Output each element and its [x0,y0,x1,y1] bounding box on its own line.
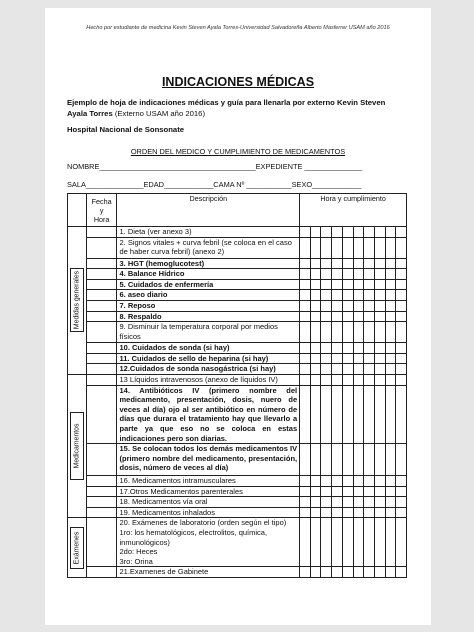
cumplimiento-cell[interactable] [310,300,321,311]
cumplimiento-cell[interactable] [342,353,353,364]
cumplimiento-cell[interactable] [342,364,353,375]
indication-description: 1. Dieta (ver anexo 3) [117,227,300,238]
fecha-cell[interactable] [86,343,117,354]
cumplimiento-cell[interactable] [364,279,375,290]
fecha-cell[interactable] [86,476,117,487]
col-descripcion-header: Descripción [117,194,300,227]
cumplimiento-cell[interactable] [342,343,353,354]
cumplimiento-cell[interactable] [342,290,353,301]
indication-description: 11. Cuidados de sello de heparina (si hay) [117,353,300,364]
fecha-cell[interactable] [86,258,117,269]
cumplimiento-cell[interactable] [353,353,364,364]
cumplimiento-cell[interactable] [374,486,385,497]
intro-paragraph [67,97,403,119]
cumplimiento-cell[interactable] [353,269,364,280]
fecha-cell[interactable] [86,486,117,497]
cumplimiento-cell[interactable] [374,258,385,269]
cumplimiento-cell[interactable] [300,497,311,508]
cumplimiento-cell[interactable] [364,486,375,497]
cumplimiento-cell[interactable] [321,322,332,343]
cumplimiento-cell[interactable] [353,322,364,343]
cumplimiento-cell[interactable] [396,507,407,518]
cumplimiento-cell[interactable] [342,322,353,343]
cumplimiento-cell[interactable] [353,343,364,354]
cumplimiento-cell[interactable] [353,364,364,375]
cumplimiento-cell[interactable] [332,279,343,290]
cumplimiento-cell[interactable] [385,567,396,578]
cumplimiento-cell[interactable] [396,364,407,375]
cumplimiento-cell[interactable] [396,269,407,280]
cumplimiento-cell[interactable] [364,374,375,385]
indication-description: 15. Se colocan todos los demás medicamentos IV (primero nombre del medicamento, presentación, dosis, número de veces al día) [117,444,300,476]
cumplimiento-cell[interactable] [332,269,343,280]
cumplimiento-cell[interactable] [385,311,396,322]
cumplimiento-cell[interactable] [364,364,375,375]
cumplimiento-cell[interactable] [321,258,332,269]
cumplimiento-cell[interactable] [396,486,407,497]
intro-normal-text: (Externo USAM año 2016) [112,109,206,118]
cumplimiento-cell[interactable] [385,476,396,487]
cumplimiento-cell[interactable] [310,444,321,476]
cumplimiento-cell[interactable] [310,476,321,487]
cumplimiento-cell[interactable] [385,237,396,258]
cumplimiento-cell[interactable] [364,227,375,238]
cumplimiento-cell[interactable] [374,364,385,375]
indication-description: 8. Respaldo [117,311,300,322]
cumplimiento-cell[interactable] [310,227,321,238]
cumplimiento-cell[interactable] [385,364,396,375]
cumplimiento-cell[interactable] [300,486,311,497]
header-note: Hecho por estudiante de medicina Kevin Steven Ayala Torres-Universidad Salvadoreña Alberto Masferrer USAM año 2016 [86,25,390,31]
cumplimiento-cell[interactable] [300,258,311,269]
table-row [68,364,407,375]
cumplimiento-cell[interactable] [364,311,375,322]
cumplimiento-cell[interactable] [353,385,364,444]
table-row [68,518,407,567]
fecha-cell[interactable] [86,353,117,364]
cumplimiento-cell[interactable] [300,343,311,354]
fecha-cell[interactable] [86,374,117,385]
cumplimiento-cell[interactable] [300,353,311,364]
indication-description: 12.Cuidados de sonda nasogástrica (si hay) [117,364,300,375]
cumplimiento-cell[interactable] [300,518,311,567]
indication-description: 4. Balance Hídrico [117,269,300,280]
fecha-cell[interactable] [86,279,117,290]
section-label-box [70,268,84,332]
table-row [68,237,407,258]
cumplimiento-cell[interactable] [300,374,311,385]
table-row [68,486,407,497]
cumplimiento-cell[interactable] [342,385,353,444]
cumplimiento-cell[interactable] [342,497,353,508]
cumplimiento-cell[interactable] [321,227,332,238]
section-subtitle: ORDEN DEL MEDICO Y CUMPLIMIENTO DE MEDICAMENTOS [130,147,346,156]
cumplimiento-cell[interactable] [321,279,332,290]
indication-description: 17.Otros Medicamentos parenterales [117,486,300,497]
cumplimiento-cell[interactable] [300,300,311,311]
cumplimiento-cell[interactable] [385,385,396,444]
table-row [68,258,407,269]
cumplimiento-cell[interactable] [332,237,343,258]
table-row [68,311,407,322]
cumplimiento-cell[interactable] [342,300,353,311]
field-sala-edad-cama-sexo: SALA______________EDAD____________CAMA Nº ___________SEXO____________ [67,180,362,189]
cumplimiento-cell[interactable] [364,237,375,258]
cumplimiento-cell[interactable] [310,385,321,444]
table-row [68,497,407,508]
cumplimiento-cell[interactable] [374,227,385,238]
cumplimiento-cell[interactable] [353,486,364,497]
cumplimiento-cell[interactable] [374,353,385,364]
cumplimiento-cell[interactable] [300,269,311,280]
cumplimiento-cell[interactable] [374,507,385,518]
document-title: INDICACIONES MÉDICAS [161,75,315,89]
cumplimiento-cell[interactable] [385,258,396,269]
cumplimiento-cell[interactable] [364,567,375,578]
cumplimiento-cell[interactable] [310,486,321,497]
table-row [68,269,407,280]
cumplimiento-cell[interactable] [342,444,353,476]
cumplimiento-cell[interactable] [396,290,407,301]
cumplimiento-cell[interactable] [332,322,343,343]
cumplimiento-cell[interactable] [374,518,385,567]
table-row [68,300,407,311]
cumplimiento-cell[interactable] [353,507,364,518]
cumplimiento-cell[interactable] [385,279,396,290]
cumplimiento-cell[interactable] [353,476,364,487]
cumplimiento-cell[interactable] [332,374,343,385]
cumplimiento-cell[interactable] [332,227,343,238]
cumplimiento-cell[interactable] [364,476,375,487]
fecha-cell[interactable] [86,290,117,301]
cumplimiento-cell[interactable] [374,237,385,258]
indication-description: 3. HGT (hemoglucotest) [117,258,300,269]
cumplimiento-cell[interactable] [332,476,343,487]
cumplimiento-cell[interactable] [310,518,321,567]
indications-table [67,193,407,578]
fecha-cell[interactable] [86,269,117,280]
cumplimiento-cell[interactable] [364,507,375,518]
cumplimiento-cell[interactable] [332,444,343,476]
cumplimiento-cell[interactable] [385,300,396,311]
cumplimiento-cell[interactable] [385,486,396,497]
section-label-medicamentos: Medicamentos [73,423,81,469]
cumplimiento-cell[interactable] [332,290,343,301]
cumplimiento-cell[interactable] [385,518,396,567]
cumplimiento-cell[interactable] [353,290,364,301]
cumplimiento-cell[interactable] [300,227,311,238]
cumplimiento-cell[interactable] [396,385,407,444]
cumplimiento-cell[interactable] [374,497,385,508]
cumplimiento-cell[interactable] [310,353,321,364]
indication-description: 18. Medicamentos vía oral [117,497,300,508]
cumplimiento-cell[interactable] [374,385,385,444]
cumplimiento-cell[interactable] [332,497,343,508]
cumplimiento-cell[interactable] [396,353,407,364]
fecha-cell[interactable] [86,518,117,567]
cumplimiento-cell[interactable] [342,486,353,497]
cumplimiento-cell[interactable] [374,567,385,578]
cumplimiento-cell[interactable] [364,322,375,343]
cumplimiento-cell[interactable] [396,237,407,258]
indication-description: 14. Antibióticos IV (primero nombre del medicamento, presentación, dosis, nuero de veces al día) ojo al ser antibiótico en número de días que durara el tratamiento hay que llevarlo a parte ya que eso no se coloca en estas indicaciones pero son diarias. [117,385,300,444]
cumplimiento-cell[interactable] [332,258,343,269]
cumplimiento-cell[interactable] [310,343,321,354]
indication-description: 21.Examenes de Gabinete [117,567,300,578]
table-row [68,353,407,364]
hospital-name: Hospital Nacional de Sonsonate [67,125,185,134]
cumplimiento-cell[interactable] [396,258,407,269]
cumplimiento-cell[interactable] [321,507,332,518]
cumplimiento-cell[interactable] [342,227,353,238]
table-row [68,444,407,476]
cumplimiento-cell[interactable] [310,507,321,518]
cumplimiento-cell[interactable] [321,353,332,364]
cumplimiento-cell[interactable] [310,279,321,290]
cumplimiento-cell[interactable] [374,343,385,354]
cumplimiento-cell[interactable] [310,497,321,508]
fecha-cell[interactable] [86,364,117,375]
cumplimiento-cell[interactable] [396,322,407,343]
table-row [68,322,407,343]
cumplimiento-cell[interactable] [364,497,375,508]
cumplimiento-cell[interactable] [321,444,332,476]
fecha-cell[interactable] [86,300,117,311]
cumplimiento-cell[interactable] [364,290,375,301]
cumplimiento-cell[interactable] [364,353,375,364]
cumplimiento-cell[interactable] [310,290,321,301]
table-row [68,374,407,385]
section-label-box [70,412,84,480]
cumplimiento-cell[interactable] [385,290,396,301]
cumplimiento-cell[interactable] [353,279,364,290]
cumplimiento-cell[interactable] [374,444,385,476]
cumplimiento-cell[interactable] [374,279,385,290]
cumplimiento-cell[interactable] [310,269,321,280]
cumplimiento-cell[interactable] [310,311,321,322]
cumplimiento-cell[interactable] [364,269,375,280]
cumplimiento-cell[interactable] [321,269,332,280]
cumplimiento-cell[interactable] [396,518,407,567]
cumplimiento-cell[interactable] [321,374,332,385]
cumplimiento-cell[interactable] [300,237,311,258]
cumplimiento-cell[interactable] [321,476,332,487]
cumplimiento-cell[interactable] [396,567,407,578]
cumplimiento-cell[interactable] [342,311,353,322]
cumplimiento-cell[interactable] [300,444,311,476]
indication-description: 10. Cuidados de sonda (si hay) [117,343,300,354]
cumplimiento-cell[interactable] [396,497,407,508]
indication-description: 2. Signos vitales + curva febril (se coloca en el caso de haber curva febril) (anexo 2) [117,237,300,258]
cumplimiento-cell[interactable] [321,343,332,354]
cumplimiento-cell[interactable] [310,237,321,258]
indication-description: 6. aseo diario [117,290,300,301]
cumplimiento-cell[interactable] [385,343,396,354]
cumplimiento-cell[interactable] [364,300,375,311]
cumplimiento-cell[interactable] [364,385,375,444]
cumplimiento-cell[interactable] [374,269,385,280]
field-nombre-expediente: NOMBRE______________________________________EXPEDIENTE ______________ [67,162,363,171]
cumplimiento-cell[interactable] [332,300,343,311]
cumplimiento-cell[interactable] [300,364,311,375]
cumplimiento-cell[interactable] [321,486,332,497]
indication-description: 7. Reposo [117,300,300,311]
section-generales-cell [68,227,87,375]
cumplimiento-cell[interactable] [374,311,385,322]
cumplimiento-cell[interactable] [396,311,407,322]
table-row [68,279,407,290]
cumplimiento-cell[interactable] [396,300,407,311]
cumplimiento-cell[interactable] [321,364,332,375]
cumplimiento-cell[interactable] [300,311,311,322]
table-row [68,567,407,578]
fecha-cell[interactable] [86,444,117,476]
cumplimiento-cell[interactable] [321,518,332,567]
cumplimiento-cell[interactable] [374,322,385,343]
cumplimiento-cell[interactable] [300,385,311,444]
indication-description: 13 Líquidos intravenosos (anexo de líquidos IV) [117,374,300,385]
table-header-row [68,194,407,227]
cumplimiento-cell[interactable] [332,486,343,497]
cumplimiento-cell[interactable] [374,300,385,311]
fecha-cell[interactable] [86,507,117,518]
cumplimiento-cell[interactable] [353,300,364,311]
cumplimiento-cell[interactable] [332,518,343,567]
cumplimiento-cell[interactable] [342,258,353,269]
cumplimiento-cell[interactable] [385,444,396,476]
cumplimiento-cell[interactable] [332,364,343,375]
fecha-cell[interactable] [86,385,117,444]
cumplimiento-cell[interactable] [364,258,375,269]
indication-description: 16. Medicamentos intramusculares [117,476,300,487]
cumplimiento-cell[interactable] [310,258,321,269]
section-label-box [70,527,84,569]
cumplimiento-cell[interactable] [321,497,332,508]
cumplimiento-cell[interactable] [300,567,311,578]
cumplimiento-cell[interactable] [396,444,407,476]
cumplimiento-cell[interactable] [385,497,396,508]
table-row [68,290,407,301]
fecha-cell[interactable] [86,311,117,322]
cumplimiento-cell[interactable] [310,567,321,578]
table-row [68,385,407,444]
table-row [68,476,407,487]
cumplimiento-cell[interactable] [342,269,353,280]
cumplimiento-cell[interactable] [332,353,343,364]
cumplimiento-cell[interactable] [364,343,375,354]
cumplimiento-cell[interactable] [353,374,364,385]
cumplimiento-cell[interactable] [310,322,321,343]
cumplimiento-cell[interactable] [396,227,407,238]
cumplimiento-cell[interactable] [332,567,343,578]
cumplimiento-cell[interactable] [353,227,364,238]
table-row [68,227,407,238]
section-label-examenes: Exámenes [73,531,81,565]
cumplimiento-cell[interactable] [385,269,396,280]
cumplimiento-cell[interactable] [300,507,311,518]
cumplimiento-cell[interactable] [332,343,343,354]
cumplimiento-cell[interactable] [385,227,396,238]
cumplimiento-cell[interactable] [353,444,364,476]
cumplimiento-cell[interactable] [321,385,332,444]
cumplimiento-cell[interactable] [332,385,343,444]
intro-bold-text: Ejemplo de hoja de indicaciones médicas y guía para llenarla por externo Kevin Steven Ayala Torres [67,98,386,118]
cumplimiento-cell[interactable] [300,279,311,290]
cumplimiento-cell[interactable] [353,497,364,508]
fecha-cell[interactable] [86,497,117,508]
cumplimiento-cell[interactable] [300,290,311,301]
cumplimiento-cell[interactable] [385,374,396,385]
cumplimiento-cell[interactable] [353,258,364,269]
col-fecha-hora-header: Fecha y Hora [86,194,117,227]
cumplimiento-cell[interactable] [342,476,353,487]
cumplimiento-cell[interactable] [342,567,353,578]
indication-description: 19. Medicamentos inhalados [117,507,300,518]
fecha-cell[interactable] [86,567,117,578]
cumplimiento-cell[interactable] [310,364,321,375]
cumplimiento-cell[interactable] [300,322,311,343]
document-page [45,8,431,625]
cumplimiento-cell[interactable] [374,476,385,487]
cumplimiento-cell[interactable] [396,279,407,290]
cumplimiento-cell[interactable] [353,567,364,578]
cumplimiento-cell[interactable] [342,374,353,385]
indication-description: 9. Disminuir la temperatura corporal por medios físicos [117,322,300,343]
table-row [68,343,407,354]
fecha-cell[interactable] [86,237,117,258]
cumplimiento-cell[interactable] [332,507,343,518]
cumplimiento-cell[interactable] [396,476,407,487]
cumplimiento-cell[interactable] [396,374,407,385]
cumplimiento-cell[interactable] [353,518,364,567]
cumplimiento-cell[interactable] [364,444,375,476]
cumplimiento-cell[interactable] [385,507,396,518]
cumplimiento-cell[interactable] [342,507,353,518]
cumplimiento-cell[interactable] [396,343,407,354]
cumplimiento-cell[interactable] [353,311,364,322]
section-label-generales: Medidas generales [73,271,81,330]
col-hora-cumplimiento-header: Hora y cumplimiento [300,194,407,227]
cumplimiento-cell[interactable] [321,300,332,311]
table-row [68,507,407,518]
cumplimiento-cell[interactable] [310,374,321,385]
section-medicamentos-cell [68,374,87,518]
cumplimiento-cell[interactable] [374,374,385,385]
cumplimiento-cell[interactable] [374,290,385,301]
cumplimiento-cell[interactable] [385,322,396,343]
fecha-cell[interactable] [86,322,117,343]
section-examenes-cell [68,518,87,578]
indication-description: 20. Exámenes de laboratorio (orden según el tipo) 1ro: los hematológicos, electrolitos, química, inmunológicos) 2do: Heces 3ro: Orina [117,518,300,567]
cumplimiento-cell[interactable] [321,311,332,322]
cumplimiento-cell[interactable] [300,476,311,487]
cumplimiento-cell[interactable] [342,237,353,258]
cumplimiento-cell[interactable] [342,279,353,290]
fecha-cell[interactable] [86,227,117,238]
cumplimiento-cell[interactable] [321,567,332,578]
cumplimiento-cell[interactable] [385,353,396,364]
indication-description: 5. Cuidados de enfermería [117,279,300,290]
cumplimiento-cell[interactable] [321,290,332,301]
cumplimiento-cell[interactable] [353,237,364,258]
cumplimiento-cell[interactable] [321,237,332,258]
cumplimiento-cell[interactable] [342,518,353,567]
cumplimiento-cell[interactable] [364,518,375,567]
cumplimiento-cell[interactable] [332,311,343,322]
